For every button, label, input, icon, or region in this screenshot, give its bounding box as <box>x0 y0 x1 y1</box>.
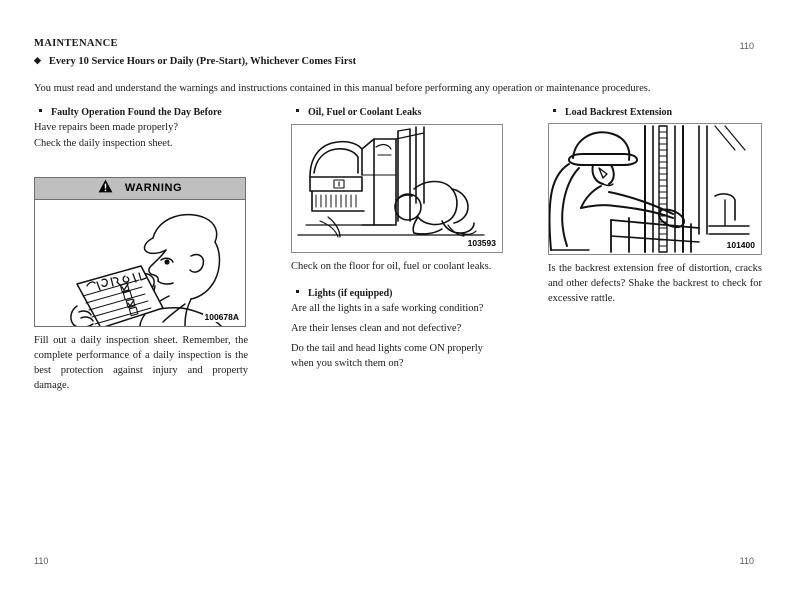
section-heading-label: Every 10 Service Hours or Daily (Pre-Start), Whichever Comes First <box>48 56 357 67</box>
sub-heading-label: Load Backrest Extension <box>565 107 673 118</box>
figure-checklist <box>35 200 245 326</box>
left-line-1: Have repairs been made properly? <box>34 122 179 133</box>
caption-right: Is the backrest extension free of distortion, cracks and other defects? Shake the backrest to check for excessive rattle. <box>548 263 762 304</box>
sub-heading-label: Faulty Operation Found the Day Before <box>51 107 222 118</box>
sub-heading-leaks <box>291 107 503 118</box>
page-number-top-right: 110 <box>739 41 754 51</box>
left-line-2: Check the daily inspection sheet. <box>34 137 173 149</box>
square-bullet-icon <box>296 290 299 293</box>
backrest-illustration <box>549 124 761 254</box>
sub-heading-load-backrest <box>548 107 762 118</box>
warning-triangle-icon <box>98 179 113 198</box>
sub-heading-faulty-operation <box>34 107 248 118</box>
checklist-illustration <box>35 200 245 326</box>
square-bullet-icon <box>296 109 299 112</box>
page-number-bottom-left: 110 <box>34 556 49 566</box>
sub-heading-label: Oil, Fuel or Coolant Leaks <box>308 107 422 118</box>
warning-bar <box>35 178 245 200</box>
running-head: MAINTENANCE <box>34 38 118 49</box>
middle-line-2: Are their lenses clean and not defective? <box>291 322 462 334</box>
warning-box <box>34 177 246 327</box>
page-number-bottom-right: 110 <box>739 556 754 566</box>
middle-line-3: Do the tail and head lights come ON properly when you switch them on? <box>291 342 483 369</box>
sub-heading-lights <box>291 288 503 299</box>
column-middle <box>291 107 503 373</box>
square-bullet-icon <box>553 109 556 112</box>
leak-check-illustration <box>292 125 490 252</box>
figure-id-middle: 103593 <box>467 238 496 248</box>
caption-middle: Check on the floor for oil, fuel or coolant leaks. <box>291 261 492 272</box>
figure-leak-check <box>291 124 503 253</box>
column-left <box>34 107 248 393</box>
square-bullet-icon <box>39 109 42 112</box>
section-heading <box>34 56 356 67</box>
figure-backrest-check <box>548 123 762 255</box>
caption-left: Fill out a daily inspection sheet. Remember, the complete performance of a daily inspection is the best protection against injury and property damage. <box>34 334 248 391</box>
diamond-bullet-icon: ◆ <box>34 55 41 65</box>
figure-id-right: 101400 <box>726 240 755 250</box>
sub-heading-label: Lights (if equipped) <box>308 287 393 299</box>
figure-id-left: 100678A <box>204 311 239 322</box>
warning-label: WARNING <box>124 182 183 195</box>
spacer <box>291 275 503 288</box>
column-right <box>548 107 762 307</box>
middle-line-1: Are all the lights in a safe working condition? <box>291 302 484 314</box>
intro-paragraph: You must read and understand the warnings and instructions contained in this manual before performing any operation or maintenance procedures. <box>34 83 651 94</box>
